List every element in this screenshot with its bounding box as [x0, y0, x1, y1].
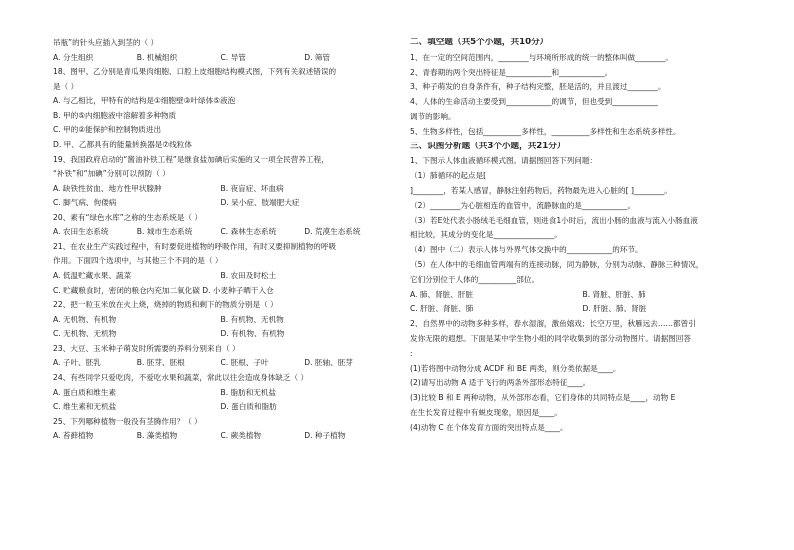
- question-line: 24、有些同学只爱吃肉，不爱吃水果和蔬菜，常此以往会造成身体缺乏（ ）: [53, 372, 309, 382]
- answer-options: [53, 53, 388, 68]
- question-line: 20、素有“绿色水库”之称的生态系统是（ ）: [53, 212, 203, 222]
- answer-options: [53, 329, 388, 344]
- question-line: 调节的影响。: [410, 111, 456, 121]
- section-heading: 三、识图分析题（共3个小题，共21分）: [410, 141, 566, 151]
- answer-option: C. 肝脏、肾脏、肺: [410, 304, 474, 314]
- question-line: (4)动物 C 在个体发育方面的突出特点是____。: [410, 422, 568, 432]
- question-line: 2、青春期的两个突出特征是____________和____________。: [410, 67, 613, 77]
- question-line: C. 甲的②能保护和控制物质进出: [53, 125, 162, 135]
- answer-option: C. 胚根、子叶: [220, 358, 269, 368]
- question-line: 它们分别位于人体的__________部位。: [410, 274, 540, 284]
- question-line: D. 甲、乙都具有的能量转换器是⑦线粒体: [53, 139, 192, 149]
- question-line: :: [410, 348, 413, 358]
- question-line: ]________，若某人感冒，静脉注射药物后，药物最先进入心脏的[ ]________。: [410, 185, 672, 195]
- answer-option: D. 种子植物: [304, 431, 346, 441]
- question-line: 22、把一粒玉米放在火上烧，烧掉的物质和剩下的物质分别是（ ）: [53, 300, 278, 310]
- answer-option: A. 分生组织: [53, 52, 94, 62]
- answer-options: [53, 271, 388, 286]
- answer-option: D. 呆小症、肢端肥大症: [220, 198, 300, 208]
- answer-option: B. 农田及时松土: [220, 271, 277, 280]
- question-line: 相比较，其成分的变化是________________。: [410, 230, 562, 240]
- question-line: （5）在人体中的毛细血管两端有的连接动脉，同为静脉，分别为动脉、静脉三种情况，: [410, 259, 704, 269]
- answer-option: B. 夜盲症、坏血病: [220, 183, 284, 193]
- answer-options: [53, 431, 388, 446]
- question-line: B. 甲的⑤内细胞液中溶解着多种物质: [53, 110, 177, 120]
- answer-options: [53, 198, 388, 213]
- answer-option: C. 维生素和无机盐: [53, 402, 117, 412]
- question-line: 发你无限的遐想。下面是某中学生物小组的同学收集到的部分动物图片。请据图回答: [410, 333, 691, 343]
- answer-option: D. 肝脏、肺、肾脏: [582, 304, 647, 314]
- question-line: (3)比较 B 和 E 两种动物，从外部形态看，它们身体的共同特点是____，动物 E: [410, 393, 676, 403]
- answer-option: C. 无机物、无机物: [53, 329, 117, 339]
- question-line: 23、大豆、玉米种子萌发时所需要的养料分别来自（ ）: [53, 343, 240, 353]
- question-line: （4）图中（二）表示人体与外界气体交换中的____________的环节。: [410, 245, 643, 255]
- answer-option: B. 藻类植物: [136, 431, 178, 441]
- answer-option: B. 脂肪和无机盐: [220, 387, 277, 397]
- answer-options: [53, 227, 388, 242]
- question-line: “补铁”和“加碘”分别可以预防（ ）: [53, 169, 170, 179]
- answer-option: B. 胚芽、胚根: [136, 358, 185, 368]
- answer-option: B. 机械组织: [136, 52, 178, 62]
- answer-option: A. 农田生态系统: [53, 227, 109, 237]
- answer-option: A. 子叶、胚乳: [53, 358, 101, 368]
- answer-option: A. 蛋白质和维生素: [53, 387, 117, 397]
- question-line: 3、种子萌发的自身条件有，种子结构完整，胚是活的，并且渡过________。: [410, 82, 666, 92]
- question-line: 作用。下面四个选项中，与其他三个不同的是（ ）: [53, 256, 223, 266]
- answer-option: D. 有机物、有机物: [220, 329, 285, 339]
- question-line: 1、在一定的空间范围内，________与环境所形成的统一的整体叫做________。: [410, 52, 674, 62]
- answer-options: [53, 358, 388, 373]
- question-line: 21、在农业生产实践过程中，有时要促进植物的呼吸作用，有时又要抑制植物的呼吸: [53, 241, 337, 251]
- question-line: 吊瓶”的针头应插入到茎的（ ）: [53, 38, 159, 47]
- answer-option: C. 蕨类植物: [220, 431, 262, 441]
- answer-option: B. 肾脏、肝脏、肺: [582, 289, 646, 299]
- question-line: 19、我国政府启动的“酱油补铁工程”是继食盐加碘后实施的又一项全民营养工程，: [53, 154, 329, 164]
- answer-options: [53, 184, 388, 199]
- answer-option: D. 筛管: [304, 52, 331, 62]
- answer-option: A. 低温贮藏水果、蔬菜: [53, 271, 132, 280]
- question-line: C. 贮藏粮食时，密闭的粮仓内充加二氧化碳 D. 小麦种子晒干入仓: [53, 285, 274, 295]
- answer-option: D. 蛋白质和脂肪: [220, 402, 277, 412]
- answer-option: C. 导管: [220, 52, 246, 62]
- question-line: （2）________为心脏相连的血管中，流静脉血的是____________。: [410, 200, 636, 210]
- question-line: 4、人体的生命活动主要受到____________的调节，但也受到____________: [410, 97, 658, 107]
- answer-option: A. 苔藓植物: [53, 431, 94, 441]
- question-line: A. 与乙相比，甲特有的结构是①细胞壁③叶绿体⑤液泡: [53, 96, 236, 106]
- question-line: 18、图甲、乙分别是青瓜果肉细胞、口腔上皮细胞结构模式图，下列有关叙述错误的: [53, 67, 337, 77]
- answer-option: C. 脚气病、佝偻病: [53, 198, 117, 208]
- answer-option: B. 有机物、无机物: [220, 314, 284, 324]
- question-line: （1）肺循环的起点是[: [410, 171, 487, 181]
- question-line: （3）若E处代表小肠绒毛毛细血管，则进食1小时后，流出小肠的血液与流入小肠血液: [410, 215, 698, 225]
- answer-option: D. 荒漠生态系统: [304, 227, 361, 237]
- question-line: (2)请写出动物 A 适于飞行的两条外部形态特征____。: [410, 378, 591, 388]
- question-line: 在生长发育过程中有蜕皮现象，原因是____。: [410, 407, 562, 417]
- answer-option: A. 缺铁性贫血、地方性甲状腺肿: [53, 183, 162, 193]
- answer-option: D. 胚轴、胚芽: [304, 358, 353, 368]
- answer-options: [410, 290, 755, 305]
- question-line: (1)若将图中动物分成 ACDF 和 BE 两类，则分类依据是____。: [410, 363, 621, 373]
- answer-option: A. 无机物、有机物: [53, 314, 117, 324]
- question-line: 1、下图示人体血液循环模式图。请据图回答下列问题：: [410, 156, 598, 166]
- left-column: [53, 38, 388, 446]
- question-line: 25、下列哪种植物一般没有茎腾作用？（ ）: [53, 416, 202, 426]
- answer-option: A. 肺、肾脏、肝脏: [410, 289, 474, 299]
- answer-options: [410, 304, 755, 319]
- answer-option: B. 城市生态系统: [136, 227, 193, 237]
- right-column: [410, 38, 755, 438]
- question-line: 2、自然界中的动物多种多样，春水湿溜，激鱼嬉戏；长空万里，秋雁远去……都曾引: [410, 319, 696, 329]
- answer-option: C. 森林生态系统: [220, 227, 277, 237]
- section-heading: 二、填空题（共5个小题，共10分）: [410, 38, 549, 47]
- question-line: 5、生物多样性，包括__________多样性，__________多样性和生态系统多样性。: [410, 126, 681, 136]
- question-line: 是（ ）: [53, 81, 79, 91]
- answer-options: [53, 388, 388, 403]
- answer-options: [53, 402, 388, 417]
- answer-options: [53, 315, 388, 330]
